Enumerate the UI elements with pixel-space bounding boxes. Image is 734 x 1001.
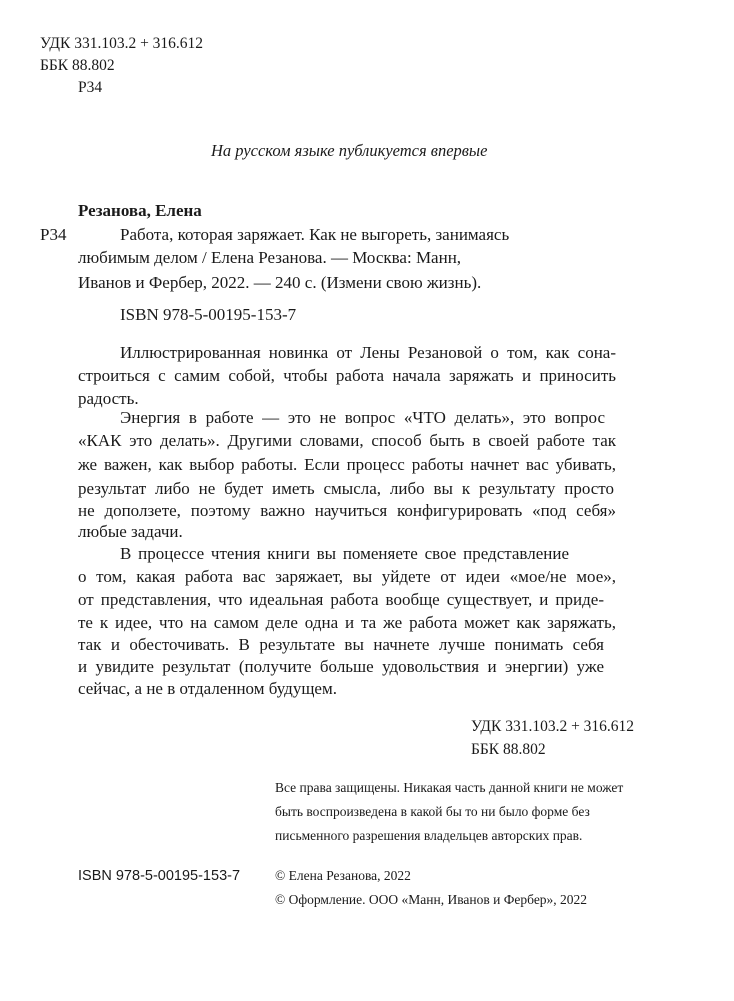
- entry-isbn: ISBN 978-5-00195-153-7: [120, 305, 297, 324]
- annotation-line: результат либо не будет иметь смысла, либо вы к результату просто: [78, 479, 614, 498]
- annotation-line: от представления, что идеальная работа вообще существует, и приде-: [78, 590, 604, 609]
- annotation-line: В процессе чтения книги вы поменяете свое представление: [120, 544, 569, 563]
- annotation-line: и увидите результат (получите больше удовольствия и энергии) уже: [78, 657, 604, 676]
- annotation-line: так и обесточивать. В результате вы начнете лучше понимать себя: [78, 635, 604, 654]
- entry-line: Иванов и Фербер, 2022. — 240 с. (Измени свою жизнь).: [78, 273, 482, 292]
- annotation-line: те к идее, что на самом деле одна и та же работа может как заряжать,: [78, 613, 616, 632]
- annotation-line: же важен, как выбор работы. Если процесс работы начнет вас убивать,: [78, 455, 616, 474]
- entry-line: любимым делом / Елена Резанова. — Москва: Манн,: [78, 248, 462, 267]
- rights-line: быть воспроизведена в какой бы то ни было форме без: [275, 804, 590, 819]
- annotation-line: строиться с самим собой, чтобы работа начала заряжать и приносить: [78, 366, 616, 385]
- header-code: Р34: [78, 79, 103, 96]
- annotation-line: сейчас, а не в отдаленном будущем.: [78, 679, 337, 698]
- copyright-design: © Оформление. ООО «Манн, Иванов и Фербер», 2022: [275, 892, 588, 907]
- annotation-line: радость.: [78, 389, 139, 408]
- entry-author: Резанова, Елена: [78, 201, 202, 220]
- header-bbk: ББК 88.802: [40, 57, 115, 74]
- annotation-line: о том, какая работа вас заряжает, вы уйдете от идеи «мое/не мое»,: [78, 567, 616, 586]
- rights-line: письменного разрешения владельцев авторских прав.: [275, 828, 583, 843]
- entry-code: Р34: [40, 225, 67, 244]
- annotation-line: Иллюстрированная новинка от Лены Резановой о том, как сона-: [120, 343, 616, 362]
- entry-line: Работа, которая заряжает. Как не выгореть, занимаясь: [120, 225, 510, 244]
- header-udk: УДК 331.103.2 + 316.612: [40, 35, 204, 52]
- classification-bbk: ББК 88.802: [471, 741, 546, 758]
- first-publication-note: На русском языке публикуется впервые: [211, 141, 488, 160]
- copyright-author: © Елена Резанова, 2022: [275, 868, 411, 883]
- classification-udk: УДК 331.103.2 + 316.612: [471, 718, 635, 735]
- annotation-line: «КАК это делать». Другими словами, способ быть в своей работе так: [78, 431, 616, 450]
- rights-line: Все права защищены. Никакая часть данной книги не может: [275, 780, 624, 795]
- annotation-line: любые задачи.: [78, 522, 183, 541]
- annotation-line: не доползете, поэтому важно научиться конфигурировать «под себя»: [78, 501, 616, 520]
- annotation-line: Энергия в работе — это не вопрос «ЧТО делать», это вопрос: [120, 408, 605, 427]
- footer-isbn: ISBN 978-5-00195-153-7: [78, 868, 241, 884]
